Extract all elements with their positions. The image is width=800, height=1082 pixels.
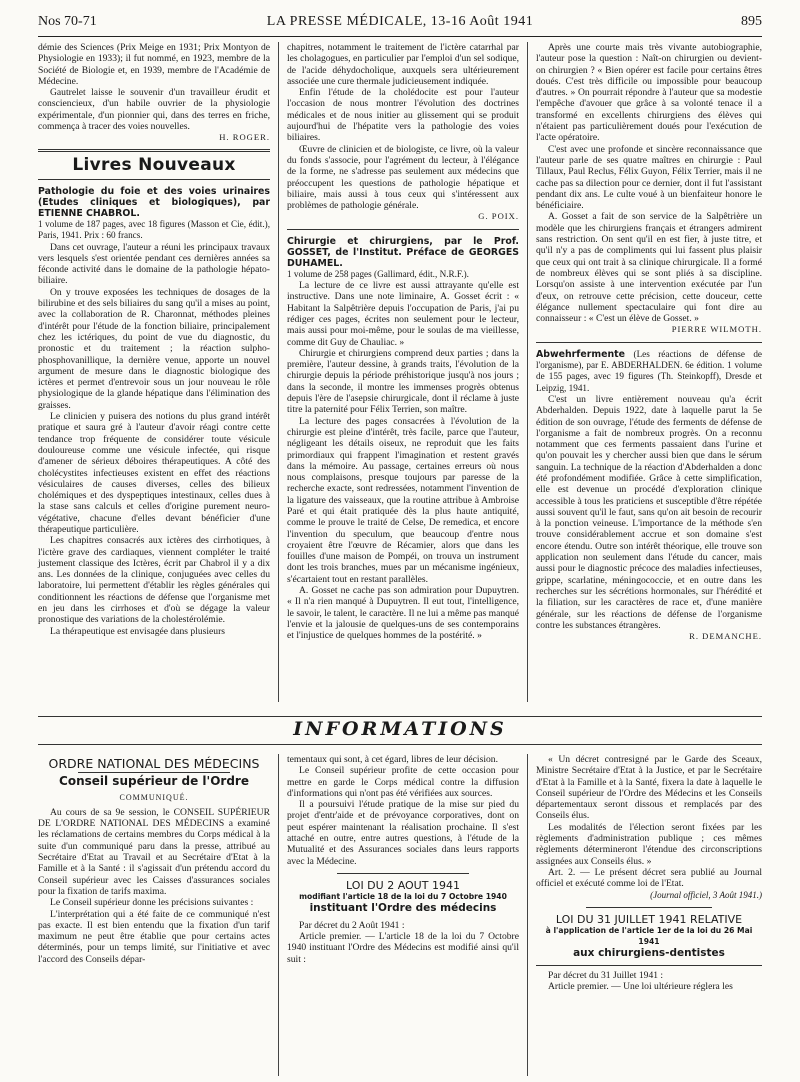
- review-text: Le clinicien y puisera des notions du plus grand intérêt pratique et saura gré à l'auteur d'avoir réagi contre cette tendance trop fréquente de considérer toute vésicule douloureuse comme une vésicule infectée, qui risque d'amener de sérieux déboires thérapeutiques. A côté des cholécystites infectieuses existent en effet des réactions vésiculaires de causes diverses, celles des bilieux cholémiques et des dyspeptiques intestinaux, celles dues à la stase sans calculs et celles d'origine purement neuro-végétative, chacune d'elles devant bénéficier d'une thérapeutique particulière.: [38, 411, 270, 535]
- communique-label: COMMUNIQUÉ.: [119, 792, 189, 802]
- ordre-heading: ORDRE NATIONAL DES MÉDECINS: [48, 756, 260, 771]
- review-text: chapitres, notamment le traitement de l'ictère catarrhal par les cholagogues, en particulier par l'emploi d'un sel sodique, de l'acide déhydocholique, auxquels sera ultérieurement associée une cure thermale judicieusement indiquée.: [287, 42, 519, 87]
- conseil-heading: Conseil supérieur de l'Ordre: [59, 774, 249, 789]
- info-text: Il a poursuivi l'étude pratique de la mise sur pied du projet d'entr'aide et de prévoyance corporatives, dont on peut espérer maintenant la réalisation prochaine. Il s'est attaché en outre, entre autres questions, à l'étude de la Mutualité et des Assurances sociales dans leurs rapports avec la Médecine.: [287, 799, 519, 867]
- column-2: [287, 42, 519, 642]
- page-header: [38, 14, 762, 34]
- info-text: Article premier. — L'article 18 de la loi du 7 Octobre 1940 instituant l'Ordre des Médecins est modifié ainsi qu'il suit :: [287, 931, 519, 965]
- section-divider: [38, 179, 270, 180]
- signature: G. POIX.: [478, 211, 519, 222]
- review-text: Chirurgie et chirurgiens comprend deux parties ; dans la première, l'auteur dessine, à grands traits, l'évolution de la chirurgie depuis la période préhistorique jusqu'à nos jours ; dans la seconde, il montre les immenses progrès obtenus depuis l'ère de l'asepsie chirurgicale, dont il réclame à juste titre la paternité pour Félix Terrien, son maître.: [287, 347, 519, 416]
- issue-number: Nos 70-71: [38, 14, 97, 29]
- review-text: Dans cet ouvrage, l'auteur a réuni les principaux travaux vers lesquels s'est orientée pendant ces dernières années sa féconde activité dans le domaine de la pathologie hépato-biliaire.: [38, 241, 270, 287]
- law-title: LOI DU 2 AOUT 1941: [346, 878, 460, 892]
- info-text: Au cours de sa 9e session, le CONSEIL SUPÉRIEUR DE L'ORDRE NATIONAL DES MÉDECINS a examiné les réclamations de certains membres du Corps médical à la suite d'un communiqué paru dans la presse, attribué au Secrétaire d'Etat au Travail et au Secrétaire d'Etat à la Famille et à la Santé : il s'agissait d'un prétendu accord du Conseil supérieur avec les Caisses d'assurances sociales pour la fixation de tarifs maxima.: [38, 806, 270, 897]
- column-1: [38, 42, 270, 637]
- signature: H. ROGER.: [219, 132, 270, 143]
- book-title: Pathologie du foie et des voies urinaires (Etudes cliniques et biologiques), par ETIENNE CHABROL.: [38, 185, 270, 219]
- informations-banner: [38, 716, 762, 746]
- review-text: Enfin l'étude de la cholédocite est pour l'auteur l'occasion de nous montrer l'évolution des doctrines médicales et de nous initier au glissement qui se produit aujourd'hui de l'hépatite vers la pathologie des voies biliaires.: [287, 87, 519, 144]
- info-text: Les modalités de l'élection seront fixées par les règlements d'administration publique ; ces mêmes règlements détermineront l'étendue des circonscriptions assignées aux Conseils élus. »: [536, 821, 762, 867]
- info-text: Par décret du 2 Août 1941 :: [299, 919, 405, 931]
- review-text: La thérapeutique est envisagée dans plusieurs: [50, 625, 226, 637]
- info-text: Le Conseil supérieur donne les précisions suivantes :: [50, 897, 254, 909]
- info-text: Par décret du 31 Juillet 1941 :: [548, 970, 664, 982]
- review-text: Les chapitres consacrés aux ictères des cirrhotiques, à l'ictère grave des cardiaques, viennent compléter le traité justement classique des Ictères, écrit par Chabrol il y a dix ans. Les données de la clinique, conjuguées avec celles du laboratoire, lui permettent d'établir les règles générales qui conditionnent les réactions de défense que l'organisme met en jeu dans les cirrhoses et d'où se dégage la valeur pronostique des variations de la cholestérolémie.: [38, 535, 270, 626]
- column-3: [536, 42, 762, 642]
- law-heading: [536, 914, 762, 959]
- info-column-1: [38, 754, 270, 965]
- review-divider: [536, 342, 762, 343]
- review-text: On y trouve exposées les techniques de dosages de la bilirubine et des sels biliaires du sang qu'il a mises au point, avec la collaboration de R. Charonnat, méthodes pleines d'intérêt pour l'étude de la fonction biliaire, principalement chez les ictériques, du point de vue du diagnostic, du pronostic et du traitement ; la réaction sulpho-phosphovanillique, la dernière venue, apporte un nouvel argument de mesure dans le diagnostic biologique des ictères et permet d'entrevoir sous un jour nouveau le rôle physiologique de la glande hépatique dans l'élimination des graisses.: [38, 286, 270, 411]
- banner-rule: [38, 744, 762, 745]
- informations-title: INFORMATIONS: [293, 718, 507, 740]
- info-column-2: [287, 754, 519, 965]
- header-rule: [38, 36, 762, 37]
- info-text: tementaux qui sont, à cet égard, libres de leur décision.: [287, 754, 498, 765]
- section-divider: [38, 149, 270, 152]
- law-subtitle: modifiant l'article 18 de la loi du 7 Octobre 1940: [299, 892, 507, 902]
- law-heading: [287, 880, 519, 914]
- info-text: Le Conseil supérieur profite de cette occasion pour mettre en garde le Corps médical contre la diffusion d'informations qui n'ont pas été vérifiées aux sources.: [287, 765, 519, 799]
- column-separator: [527, 754, 528, 1076]
- law-subject: instituant l'Ordre des médecins: [309, 901, 497, 914]
- law-divider: [586, 907, 712, 908]
- law-divider: [337, 873, 469, 874]
- book-title: Abwehrfermente: [536, 348, 625, 360]
- info-text: L'interprétation qui a été faite de ce communiqué n'est pas exacte. Il est bien entendu que la fixation d'un tarif maximum ne peut être établie que pour certains actes déterminés, pour un temps limité, sur l'initiative et avec l'accord des Conseils dépar-: [38, 908, 270, 965]
- review-text: Après une courte mais très vivante autobiographie, l'auteur pose la question : Naît-on chirurgien ou devient-on chirurgien ? « Bien opérer est facile pour certains êtres doués. C'est très difficile ou impossible pour beaucoup d'autres. » On pourrait répondre à l'auteur que sa modestie l'empêche d'avouer que grâce à sa volonté tenace il a transformé en excellents chirurgiens des élèves qui n'étaient pas particulièrement doués pour l'exécution de l'acte opératoire.: [536, 42, 762, 144]
- column-separator: [278, 754, 279, 1076]
- review-text: A. Gosset a fait de son service de la Salpêtrière un modèle que les chirurgiens français et étrangers admirent sans restriction. On sent qu'il en est fier, à juste titre, et qu'il n'y a pas de compliments qui lui fassent plus plaisir que ceux qui ont trait à sa clinique chirurgicale. Il a formé de nombreux élèves qui se sont pliés à sa discipline. Lorsqu'on assiste à une intervention exécutée par l'un d'eux, on retrouve cette précision, cette douceur, cette élégance nullement spectaculaire qui font dire au connaisseur : « C'est un élève de Gosset. »: [536, 211, 762, 325]
- review-text: C'est un livre entièrement nouveau qu'a écrit Abderhalden. Depuis 1922, date à laquelle parut la 5e édition de son ouvrage, l'étude des ferments de défense de l'organisme a fait de nombreux progrès. On a reconnu notamment que ces ferments passaient dans l'urine et qu'on pouvait les y chercher aussi bien que dans le sérum sanguin. La technique de la réaction d'Abderhalden a donc été profondément modifiée. Grâce à cette simplification, elle est devenue un procédé d'exploration clinique accessible à tous les praticiens et susceptible d'être répétée aussi souvent qu'il le faut, sans qu'on ait besoin de recourir à la ponction veineuse. L'importance de la méthode s'en trouve considérablement accrue et son domaine s'est encore étendu. Outre son intérêt théorique, elle trouve son application non seulement dans l'étude du cancer, mais aussi pour le diagnostic précoce des maladies infectieuses, grippe, scarlatine, méningococcie, et en outre dans les recherches sur les sécrétions hormonales, sur l'hérédité et la filiation, sur les caractères de race et, d'une manière générale, sur les réactions de défense de l'organisme contre les substances étrangères.: [536, 393, 762, 631]
- book-meta: 1 volume de 187 pages, avec 18 figures (Masson et Cie, édit.), Paris, 1941. Prix : 60 francs.: [38, 218, 270, 241]
- review-text: La lecture des pages consacrées à l'évolution de la chirurgie est pleine d'intérêt, très facile, parce que l'auteur, négligeant les détails oiseux, ne reproduit que les faits primordiaux qui frappent l'imagination et restent gravés dans la mémoire. Au passage, certaines erreurs où nous nous complaisons, presque toujours par paresse de la recherche exacte, sont redressées, notamment l'invention de la ligature des vaisseaux, que la routine attribue à Ambroise Paré et qui était pratiquée dès la plus haute antiquité, comme le prouve le traité de Celse, De remedica, et encore l'invention du speculum, que beaucoup d'entre nous croyaient être l'œuvre de Récamier, alors que dans les fouilles d'une maison de Pompéi, on trouva un instrument dont les trois branches, mues par un mécanisme ingénieux, s'écartaient tout en restant parallèles.: [287, 415, 519, 585]
- book-meta: 1 volume de 258 pages (Gallimard, édit., N.R.F.).: [287, 268, 469, 279]
- section-title: Livres Nouveaux: [72, 154, 236, 175]
- column-separator: [278, 42, 279, 702]
- law-subject: aux chirurgiens-dentistes: [573, 946, 725, 959]
- column-separator: [527, 42, 528, 702]
- banner-rule: [38, 716, 762, 717]
- law-title: LOI DU 31 JUILLET 1941 RELATIVE: [555, 912, 743, 926]
- info-text: « Un décret contresigné par le Garde des Sceaux, Ministre Secrétaire d'Etat à la Justice, et par le Secrétaire d'Etat à la Famille et à la Santé, fixera la date à laquelle le Conseil supérieur de l'Ordre des Médecins et les Conseils départementaux seront dissous et remplacés par des Conseils élus.: [536, 754, 762, 822]
- info-text: Article premier. — Une loi ultérieure réglera les: [548, 981, 733, 993]
- signature: PIERRE WILMOTH.: [671, 324, 762, 335]
- journal-reference: (Journal officiel, 3 Août 1941.): [650, 889, 762, 900]
- review-text: C'est avec une profonde et sincère reconnaissance que l'auteur parle de ses quatre maîtres en chirurgie : Paul Tillaux, Paul Reclus, Félix Guyon, Félix Terrier, mais il ne cache pas sa dilection pour ce dernier, dont il fut l'assistant pendant dix ans. Le culte voué à un bienfaiteur honore le bénéficiaire.: [536, 143, 762, 212]
- book-title: Chirurgie et chirurgiens, par le Prof. GOSSET, de l'Institut. Préface de GEORGES DUHAMEL.: [287, 235, 519, 269]
- law-divider: [536, 965, 762, 966]
- obituary-text: démie des Sciences (Prix Meige en 1931; Prix Montyon de Physiologie en 1933); il fut nommé, en 1923, membre de la Société de Biologie et, en 1939, membre de l'Académie de Médecine.: [38, 42, 270, 87]
- review-text: A. Gosset ne cache pas son admiration pour Dupuytren. « Il n'a rien manqué à Dupuytren. Il eut tout, l'intelligence, le savoir, le talent, le caractère. Il ne lui a même pas manqué l'envie et la jalousie de quelques-uns de ses contemporains et l'injustice de quelques hommes de la postérité. »: [287, 585, 519, 642]
- law-subtitle: à l'application de l'article 1er de la loi du 26 Mai 1941: [545, 926, 753, 947]
- heading-rule: [78, 772, 230, 773]
- obituary-text: Gautrelet laisse le souvenir d'un travailleur érudit et consciencieux, d'un habile ouvrier de la physiologie expérimentale, d'un pionnier qui, dans des terres en friche, commença à tracer des voies nouvelles.: [38, 87, 270, 133]
- review-text: La lecture de ce livre est aussi attrayante qu'elle est instructive. Dans une note liminaire, A. Gosset écrit : « Habitant la Salpêtrière depuis l'occupation de Paris, j'ai pu rédiger ces pages, écrites non seulement pour le lecteur, mais aussi pour moi-même, pour le soulas de ma vieillesse, comme dit Guy de Chauliac. »: [287, 280, 519, 348]
- review-text: Œuvre de clinicien et de biologiste, ce livre, où la valeur du fonds s'associe, pour l'agrément du lecteur, à l'élégance de la forme, ne s'adresse pas seulement aux médecins que préoccupent les questions de pathologie hépatique et biliaire, mais aussi à tous ceux qui s'intéressent aux problèmes de pathologie générale.: [287, 143, 519, 212]
- book-meta: (Les réactions de défense de l'organisme), par E. ABDERHALDEN. 6e édition. 1 volume de 155 pages, avec 19 figures (Th. Steinkopff), Dresde et Leipzig, 1941.: [536, 348, 763, 393]
- page-number: 895: [741, 14, 762, 29]
- journal-title: LA PRESSE MÉDICALE, 13-16 Août 1941: [266, 14, 534, 29]
- signature: R. DEMANCHE.: [689, 631, 762, 642]
- review-divider: [287, 229, 519, 230]
- info-text: Art. 2. — Le présent décret sera publié au Journal officiel et exécuté comme loi de l'Etat.: [536, 866, 762, 890]
- info-column-3: [536, 754, 762, 993]
